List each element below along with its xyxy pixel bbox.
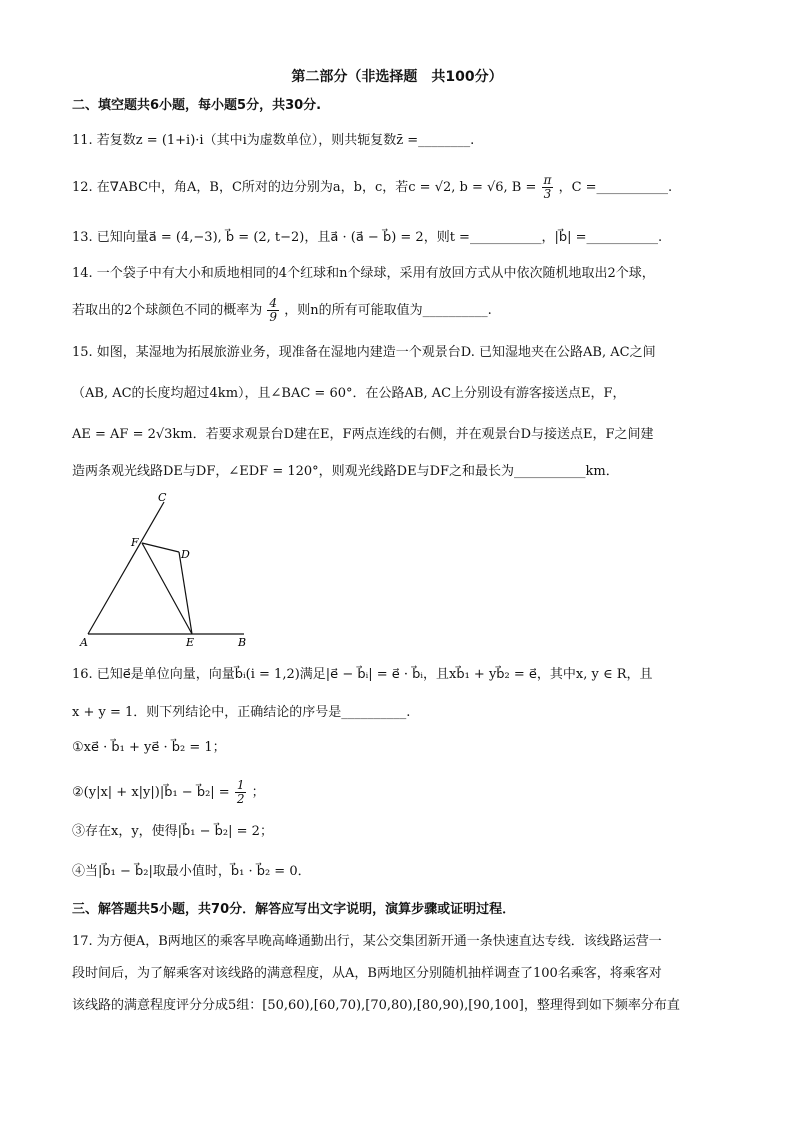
label-b: B: [238, 636, 247, 649]
question-16-option-4: ④当|b⃗₁ − b⃗₂|取最小值时，b⃗₁ · b⃗₂ = 0．: [72, 864, 311, 879]
question-17-line1: 17. 为方便A，B两地区的乘客早晚高峰通勤出行，某公交集团新开通一条快速直达专线．该线路运营一: [72, 934, 662, 949]
question-15-line3: AE = AF = 2√3km．若要求观景台D建在E，F两点连线的右侧，并在观景台D与接送点E，F之间建: [72, 427, 654, 442]
label-e: E: [186, 636, 195, 649]
question-15-figure: [72, 490, 262, 650]
question-12: [72, 174, 672, 201]
section2-title: 第二部分（非选择题 共100分）: [291, 69, 503, 85]
question-11: 11. 若复数z = (1+i)·i（其中i为虚数单位），则共轭复数z̄ =________.: [72, 133, 475, 148]
label-d: D: [181, 548, 190, 561]
question-14-text-b: ，则n的所有可能取值为__________.: [284, 303, 492, 318]
fraction-denominator: 3: [543, 187, 552, 201]
label-f: F: [131, 536, 139, 549]
question-13: 13. 已知向量a⃗ = (4,−3), b⃗ = (2, t−2)，且a⃗ · (a⃗ − b⃗) = 2，则t =___________，|b⃗| =___________.: [72, 230, 663, 245]
label-a: A: [80, 636, 88, 649]
question-12-tail: ，C =___________.: [558, 180, 673, 195]
fraction-denominator: 9: [269, 310, 278, 324]
question-16-line1: 16. 已知e⃗是单位向量，向量b⃗ᵢ(i = 1,2)满足|e⃗ − b⃗ᵢ| = e⃗ · b⃗ᵢ，且xb⃗₁ + yb⃗₂ = e⃗，其中x, y ∈ R，且: [72, 667, 653, 682]
question-15-line4: 造两条观光线路DE与DF，∠EDF = 120°，则观光线路DE与DF之和最长为___________km．: [72, 464, 619, 479]
question-14-text-a: 若取出的2个球颜色不同的概率为: [72, 303, 263, 318]
fraction-numerator: 4: [269, 296, 278, 310]
option-2-text-a: ②(y|x| + x|y|)|b⃗₁ − b⃗₂| =: [72, 785, 230, 800]
label-c: C: [158, 491, 167, 504]
segment-fd: [142, 543, 179, 552]
fraction-denominator: 2: [236, 792, 245, 806]
fraction-numerator: 1: [236, 778, 245, 792]
option-2-text-b: ；: [251, 785, 265, 800]
road-ac: [88, 502, 164, 634]
question-14-line1: 14. 一个袋子中有大小和质地相同的4个红球和n个绿球，采用有放回方式从中依次随机地取出2个球，: [72, 266, 655, 281]
question-16-option-2: [72, 779, 265, 806]
question-16-line2: x + y = 1．则下列结论中，正确结论的序号是__________.: [72, 705, 411, 720]
question-16-option-3: ③存在x，y，使得|b⃗₁ − b⃗₂| = 2；: [72, 824, 273, 839]
question-17-line3: 该线路的满意程度评分分成5组：[50,60),[60,70),[70,80),[80,90),[90,100]，整理得到如下频率分布直: [72, 998, 680, 1013]
section2-heading: 二、填空题共6小题，每小题5分，共30分.: [72, 98, 322, 113]
question-16-option-1: ①xe⃗ · b⃗₁ + ye⃗ · b⃗₂ = 1；: [72, 740, 226, 755]
option-2-fraction: [235, 779, 247, 806]
question-14-line2: [72, 297, 492, 324]
question-15-line1: 15. 如图，某湿地为拓展旅游业务，现准备在湿地内建造一个观景台D. 已知湿地夹在公路AB, AC之间: [72, 345, 656, 360]
question-15-line2: （AB, AC的长度均超过4km），且∠BAC = 60°．在公路AB, AC上分别设有游客接送点E，F，: [72, 386, 626, 401]
question-14-fraction: [267, 297, 279, 324]
fraction-numerator: π: [543, 173, 552, 187]
question-12-text: 12. 在∇ABC中，角A，B，C所对的边分别为a，b，c，若c = √2, b = √6, B =: [72, 180, 537, 195]
question-12-fraction: [542, 174, 554, 201]
section3-heading: 三、解答题共5小题，共70分．解答应写出文字说明，演算步骤或证明过程．: [72, 902, 516, 917]
question-17-line2: 段时间后，为了解乘客对该线路的满意程度，从A，B两地区分别随机抽样调查了100名乘客，将乘客对: [72, 966, 662, 981]
